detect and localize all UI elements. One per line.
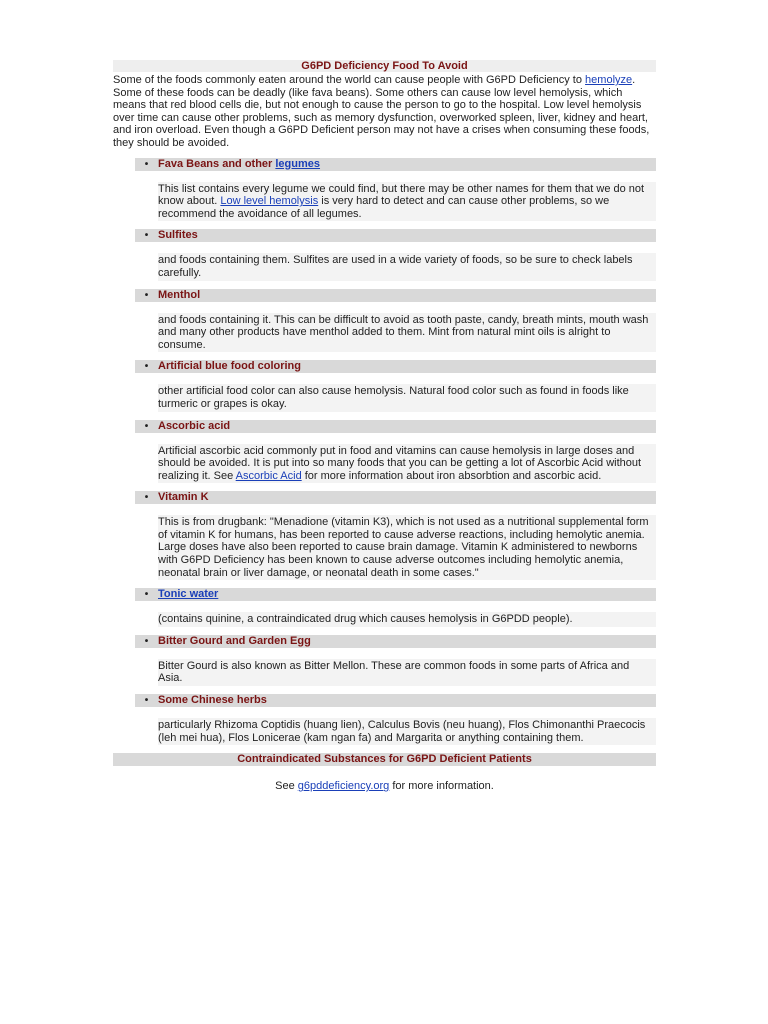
bullet-icon: • xyxy=(144,420,149,432)
section-vitamin-k xyxy=(113,491,656,580)
intro-paragraph: Some of the foods commonly eaten around the world can cause people with G6PD Deficiency to hemolyze. Some of these foods can be deadly (like fava beans). Some others can cause low level hemolysis, which means that red blood cells die, but not enough to cause the person to go to the hospital. Low level hemolysis over time can cause other problems, such as memory dysfunction, overworked spleen, liver, kidney and heart, and iron overload. Even though a G6PD Deficient person may not have a crises when consuming these foods, they should be avoided. xyxy=(113,74,650,149)
section-chinese-herbs xyxy=(113,694,656,745)
section-description: other artificial food color can also cause hemolysis. Natural food color such as found in foods like turmeric or grapes is okay. xyxy=(158,384,656,411)
hemolyze-link[interactable]: hemolyze xyxy=(585,74,633,86)
section-fava-beans xyxy=(113,158,656,222)
section-heading: • Bitter Gourd and Garden Egg xyxy=(135,635,656,648)
section-description: and foods containing it. This can be difficult to avoid as tooth paste, candy, breath mints, mouth wash and many other products have menthol added to them. Mint from natural mint oils is alright to consume. xyxy=(158,313,656,353)
section-heading: • Artificial blue food coloring xyxy=(135,360,656,373)
page-title: G6PD Deficiency Food To Avoid xyxy=(113,60,656,72)
see-more-line: See g6pddeficiency.org for more information. xyxy=(275,780,494,793)
low-level-hemolysis-link[interactable]: Low level hemolysis xyxy=(220,195,319,208)
bullet-icon: • xyxy=(144,635,149,647)
bullet-icon: • xyxy=(144,289,149,301)
section-heading: • Some Chinese herbs xyxy=(135,694,656,707)
ascorbic-acid-link[interactable]: Ascorbic Acid xyxy=(235,469,302,482)
bullet-icon: • xyxy=(144,158,149,170)
bullet-icon: • xyxy=(144,361,149,373)
section-description: Bitter Gourd is also known as Bitter Mellon. These are common foods in some parts of Africa and Asia. xyxy=(158,659,656,686)
bullet-icon: • xyxy=(144,492,149,504)
section-description: This is from drugbank: "Menadione (vitamin K3), which is not used as a nutritional supplemental form of vitamin K for humans, has been reported to cause adverse reactions, including hemolytic anemia. Large doses have also been reported to cause brain damage. Vitamin K administered to newborns with G6PD Deficiency has been known to cause adverse outcomes including hemolytic anemia, neonatal brain or liver damage, or neonatal death in some cases." xyxy=(158,515,656,580)
bullet-icon: • xyxy=(144,230,149,242)
section-heading: • Fava Beans and other legumes xyxy=(135,158,656,171)
bullet-icon: • xyxy=(144,695,149,707)
section-ascorbic-acid xyxy=(113,420,656,484)
g6pddeficiency-link[interactable]: g6pddeficiency.org xyxy=(297,780,390,793)
contraindicated-substances-heading: Contraindicated Substances for G6PD Deficient Patients xyxy=(113,753,656,766)
section-heading: • Vitamin K xyxy=(135,491,656,504)
section-sulfites xyxy=(113,229,656,280)
document-page xyxy=(113,60,656,792)
section-heading: • Menthol xyxy=(135,289,656,302)
section-menthol xyxy=(113,289,656,353)
section-description: Artificial ascorbic acid commonly put in food and vitamins can cause hemolysis in large doses and should be avoided. It is put into so many foods that you can be getting a lot of Ascorbic Acid without realizing it. See Ascorbic Acid for more information about iron absorbtion and ascorbic acid. xyxy=(158,444,656,484)
section-tonic-water xyxy=(113,588,656,627)
section-artificial-blue-food-coloring xyxy=(113,360,656,411)
section-bitter-gourd xyxy=(113,635,656,686)
section-heading xyxy=(135,588,656,601)
section-heading: • Ascorbic acid xyxy=(135,420,656,433)
section-description: This list contains every legume we could find, but there may be other names for them that we do not know about. Low level hemolysis is very hard to detect and can cause other problems, so we recommend the avoidance of all legumes. xyxy=(158,182,656,222)
section-description: (contains quinine, a contraindicated drug which causes hemolysis in G6PDD people). xyxy=(158,612,656,627)
tonic-water-link[interactable]: Tonic water xyxy=(158,588,219,601)
legumes-link[interactable]: legumes xyxy=(275,157,321,170)
section-description: and foods containing them. Sulfites are used in a wide variety of foods, so be sure to check labels carefully. xyxy=(158,253,656,280)
bullet-icon: • xyxy=(144,589,149,601)
section-description: particularly Rhizoma Coptidis (huang lien), Calculus Bovis (neu huang), Flos Chimonanthi Praecocis (leh mei hua), Flos Lonicerae (kam ngan fa) and Margarita or anything containing them. xyxy=(158,718,656,745)
section-heading: • Sulfites xyxy=(135,229,656,242)
